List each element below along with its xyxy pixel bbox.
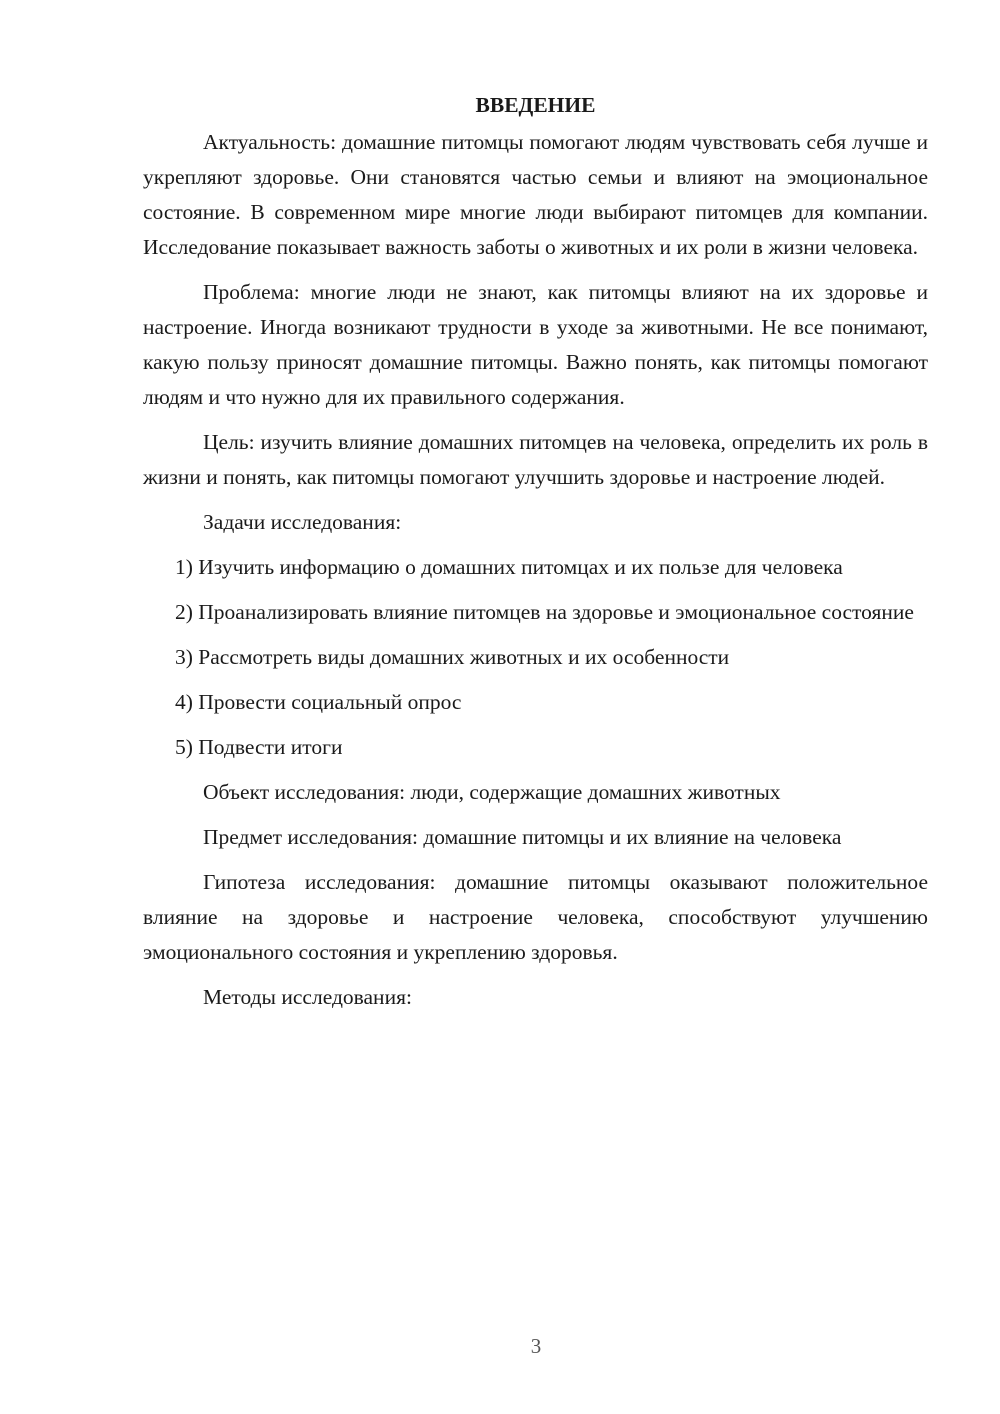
hypothesis-paragraph: Гипотеза исследования: домашние питомцы оказывают положительное влияние на здоровье и настроение человека, способствуют улучшению эмоционального состояния и укреплению здоровья. [143,870,928,964]
subject-paragraph: Предмет исследования: домашние питомцы и их влияние на человека [203,825,842,849]
methods-heading: Методы исследования: [203,985,412,1009]
task-item-5: 5) Подвести итоги [175,735,343,759]
document-page [143,88,928,1025]
goal-paragraph: Цель: изучить влияние домашних питомцев на человека, определить их роль в жизни и понять, как питомцы помогают улучшить здоровье и настроение людей. [143,430,928,489]
object-paragraph: Объект исследования: люди, содержащие домашних животных [203,780,781,804]
task-item-2: 2) Проанализировать влияние питомцев на здоровье и эмоциональное состояние [175,600,914,624]
tasks-heading: Задачи исследования: [203,510,402,534]
problem-paragraph: Проблема: многие люди не знают, как питомцы влияют на их здоровье и настроение. Иногда возникают трудности в уходе за животными. Не все понимают, какую пользу приносят домашние питомцы. Важно понять, как питомцы помогают людям и что нужно для их правильного содержания. [143,280,928,409]
page-number: 3 [530,1334,542,1358]
section-title: ВВЕДЕНИЕ [475,93,596,117]
task-item-1: 1) Изучить информацию о домашних питомцах и их пользе для человека [175,555,843,579]
tasks-list [143,550,928,765]
relevance-paragraph: Актуальность: домашние питомцы помогают людям чувствовать себя лучше и укрепляют здоровье. Они становятся частью семьи и влияют на эмоциональное состояние. В современном мире многие люди выбирают питомцев для компании. Исследование показывает важность заботы о животных и их роли в жизни человека. [143,130,928,259]
task-item-4: 4) Провести социальный опрос [175,690,462,714]
task-item-3: 3) Рассмотреть виды домашних животных и их особенности [175,645,730,669]
